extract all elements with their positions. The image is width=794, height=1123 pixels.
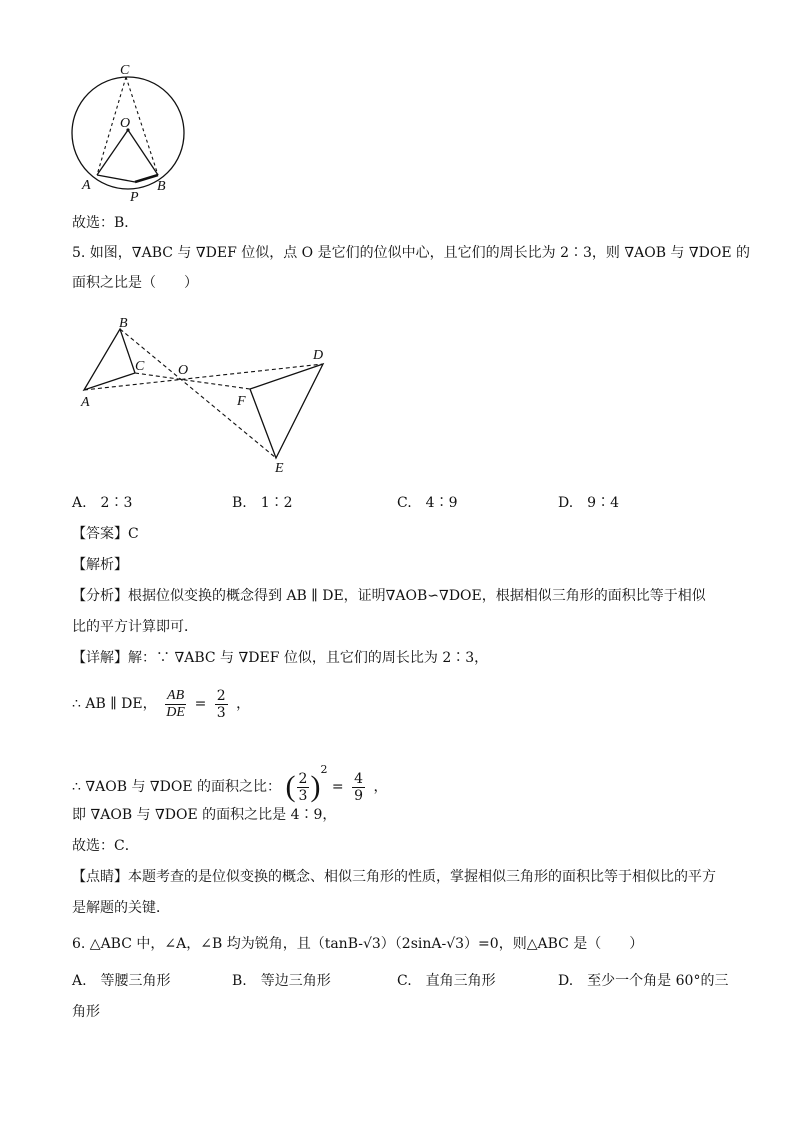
exponent: 2 [320, 763, 328, 776]
q5-choice: 故选：C． [72, 838, 139, 854]
q5-fenxi-line1: 【分析】根据位似变换的概念得到 AB ∥ DE，证明∇AOB∽∇DOE，根据相似三角形的面积比等于相似 [72, 588, 706, 604]
dashed-line-cf [135, 373, 250, 389]
right-paren: ) [310, 770, 321, 803]
label-p: P [130, 190, 139, 205]
q5-analysis-heading: 【解析】 [72, 557, 128, 573]
label-a: A [81, 395, 90, 410]
denominator: 9 [354, 787, 363, 804]
numerator: 2 [216, 687, 226, 704]
circle [72, 77, 184, 189]
left-paren: ( [285, 770, 296, 803]
triangle-abc [84, 329, 135, 390]
step2-tail: ， [373, 779, 388, 795]
q5-dianjing-line1: 【点睛】本题考查的是位似变换的概念、相似三角形的性质，掌握相似三角形的面积比等于相似比的平方 [72, 869, 716, 885]
q6-option-b[interactable]: B. 等边三角形 [232, 973, 331, 989]
fraction-ab-de [165, 688, 186, 721]
label-o: O [178, 363, 189, 378]
q5-option-d[interactable]: D. 9∶4 [558, 495, 619, 511]
label-f: F [237, 394, 246, 409]
label-d: D [313, 348, 324, 363]
q5-answer: 【答案】C [72, 526, 139, 542]
denominator: 3 [298, 787, 308, 804]
q5-step2 [72, 748, 387, 809]
label-c: C [135, 359, 145, 374]
q5-dianjing-line2: 是解题的关键． [72, 900, 170, 916]
dashed-line-be [120, 329, 276, 458]
label-a: A [82, 178, 91, 193]
q5-stem-line2: 面积之比是（ ） [72, 275, 198, 291]
q6-option-d-wrap: 角形 [72, 1004, 100, 1020]
q6-option-a[interactable]: A. 等腰三角形 [72, 973, 171, 989]
denominator: DE [166, 704, 185, 720]
step1-prefix: ∴ AB ∥ DE， [72, 696, 157, 712]
fraction-2-3 [297, 771, 310, 804]
label-c: C [120, 63, 130, 78]
q5-step3: 即 ∇AOB 与 ∇DOE 的面积之比是 4∶9， [72, 807, 337, 823]
numerator: 4 [354, 770, 363, 787]
q6-option-c[interactable]: C. 直角三角形 [397, 973, 496, 989]
q6-stem: 6. △ABC 中，∠A，∠B 均为锐角，且（tanB-√3）（2sinA-√3）=0，则△ABC 是（ ） [72, 936, 644, 952]
prev-choice: 故选：B． [72, 215, 139, 231]
circle-figure [60, 58, 200, 208]
numerator: AB [167, 687, 185, 703]
label-o: O [120, 116, 131, 131]
line-ob [128, 130, 158, 175]
q5-fenxi-line2: 比的平方计算即可． [72, 619, 198, 635]
q5-step1 [72, 684, 250, 724]
step1-tail: ， [236, 696, 251, 712]
q5-option-c[interactable]: C. 4∶9 [397, 495, 458, 511]
fraction-2-3 [215, 688, 228, 721]
numerator: 2 [298, 770, 308, 787]
label-e: E [275, 461, 284, 476]
step2-prefix: ∴ ∇AOB 与 ∇DOE 的面积之比： [72, 779, 282, 795]
dashed-line-ad [84, 364, 323, 390]
q5-option-a[interactable]: A. 2∶3 [72, 495, 133, 511]
line-pb [135, 175, 158, 182]
equals-sign: = [194, 696, 207, 712]
triangle-def [250, 364, 323, 458]
line-ap [97, 175, 135, 182]
label-b: B [157, 179, 166, 194]
fraction-4-9 [352, 771, 365, 804]
label-b: B [119, 316, 128, 331]
equals-sign: = [331, 779, 344, 795]
q5-xiangjie: 【详解】解：∵ ∇ABC 与 ∇DEF 位似，且它们的周长比为 2∶3， [72, 650, 489, 666]
line-oa [97, 130, 128, 175]
dashed-line-cb [126, 77, 158, 175]
denominator: 3 [216, 704, 226, 721]
homothety-figure [75, 312, 345, 477]
q6-option-d[interactable]: D. 至少一个角是 60°的三 [558, 973, 729, 989]
q5-option-b[interactable]: B. 1∶2 [232, 495, 293, 511]
q5-stem-line1: 5. 如图，∇ABC 与 ∇DEF 位似，点 O 是它们的位似中心，且它们的周长比为 2∶3，则 ∇AOB 与 ∇DOE 的 [72, 245, 751, 261]
